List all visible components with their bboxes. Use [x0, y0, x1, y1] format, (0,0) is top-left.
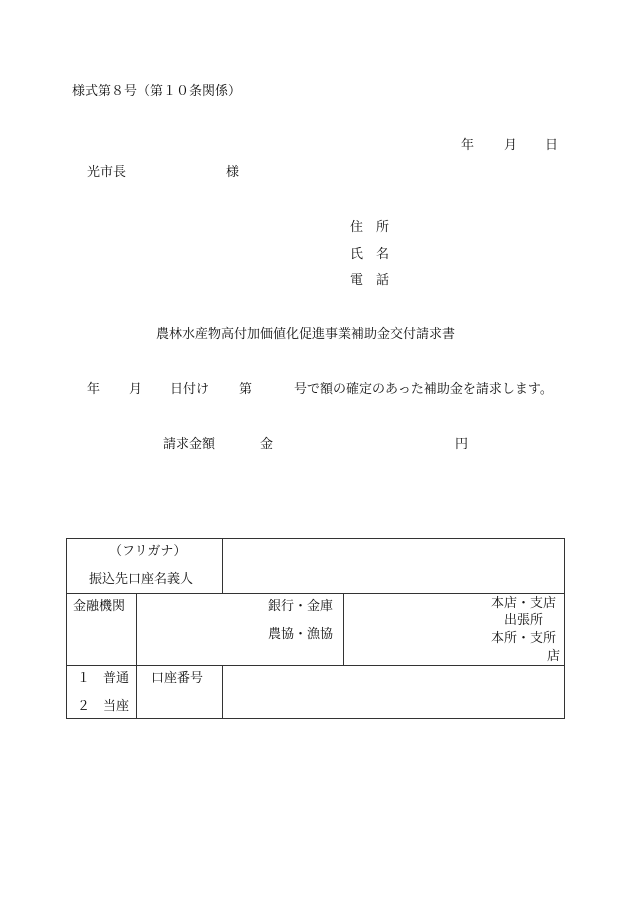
table-divider [136, 593, 137, 718]
body-month: 月 [129, 382, 143, 397]
branch-type-office: 出張所 [504, 613, 544, 628]
date-year: 年 [461, 138, 475, 153]
bank-type-coop: 農協・漁協 [268, 627, 334, 642]
phone-label: 電 話 [350, 273, 390, 288]
body-year: 年 [87, 382, 101, 397]
body-dated: 日付け [170, 382, 210, 397]
account-type-ordinary: １ 普通 [77, 671, 130, 686]
body-text: 号で額の確定のあった補助金を請求します。 [294, 382, 553, 397]
address-label: 住 所 [350, 220, 390, 235]
furigana-label: （フリガナ） [109, 544, 187, 559]
table-divider [67, 665, 564, 666]
account-type-checking: ２ 当座 [77, 699, 130, 714]
table-divider [343, 593, 344, 665]
amount-unit: 円 [455, 437, 469, 452]
addressee-honorific: 様 [226, 165, 240, 180]
amount-prefix: 金 [260, 437, 274, 452]
institution-label: 金融機関 [73, 599, 126, 614]
table-divider [67, 593, 564, 594]
bank-type-bank: 銀行・金庫 [268, 599, 334, 614]
date-month: 月 [504, 138, 518, 153]
account-holder-label: 振込先口座名義人 [89, 572, 194, 587]
table-divider [222, 665, 223, 718]
account-number-label: 口座番号 [151, 671, 204, 686]
branch-type-suffix: 店 [547, 649, 561, 664]
branch-type-coop: 本所・支所 [491, 631, 557, 646]
table-divider [222, 539, 223, 593]
addressee-name: 光市長 [87, 165, 127, 180]
form-number: 様式第８号（第１０条関係） [72, 84, 242, 99]
amount-label: 請求金額 [163, 437, 216, 452]
name-label: 氏 名 [350, 247, 390, 262]
body-no-prefix: 第 [239, 382, 253, 397]
date-day: 日 [545, 138, 559, 153]
bank-account-table [66, 538, 565, 719]
document-title: 農林水産物高付加価値化促進事業補助金交付請求書 [156, 327, 456, 342]
branch-type-main: 本店・支店 [491, 596, 557, 611]
